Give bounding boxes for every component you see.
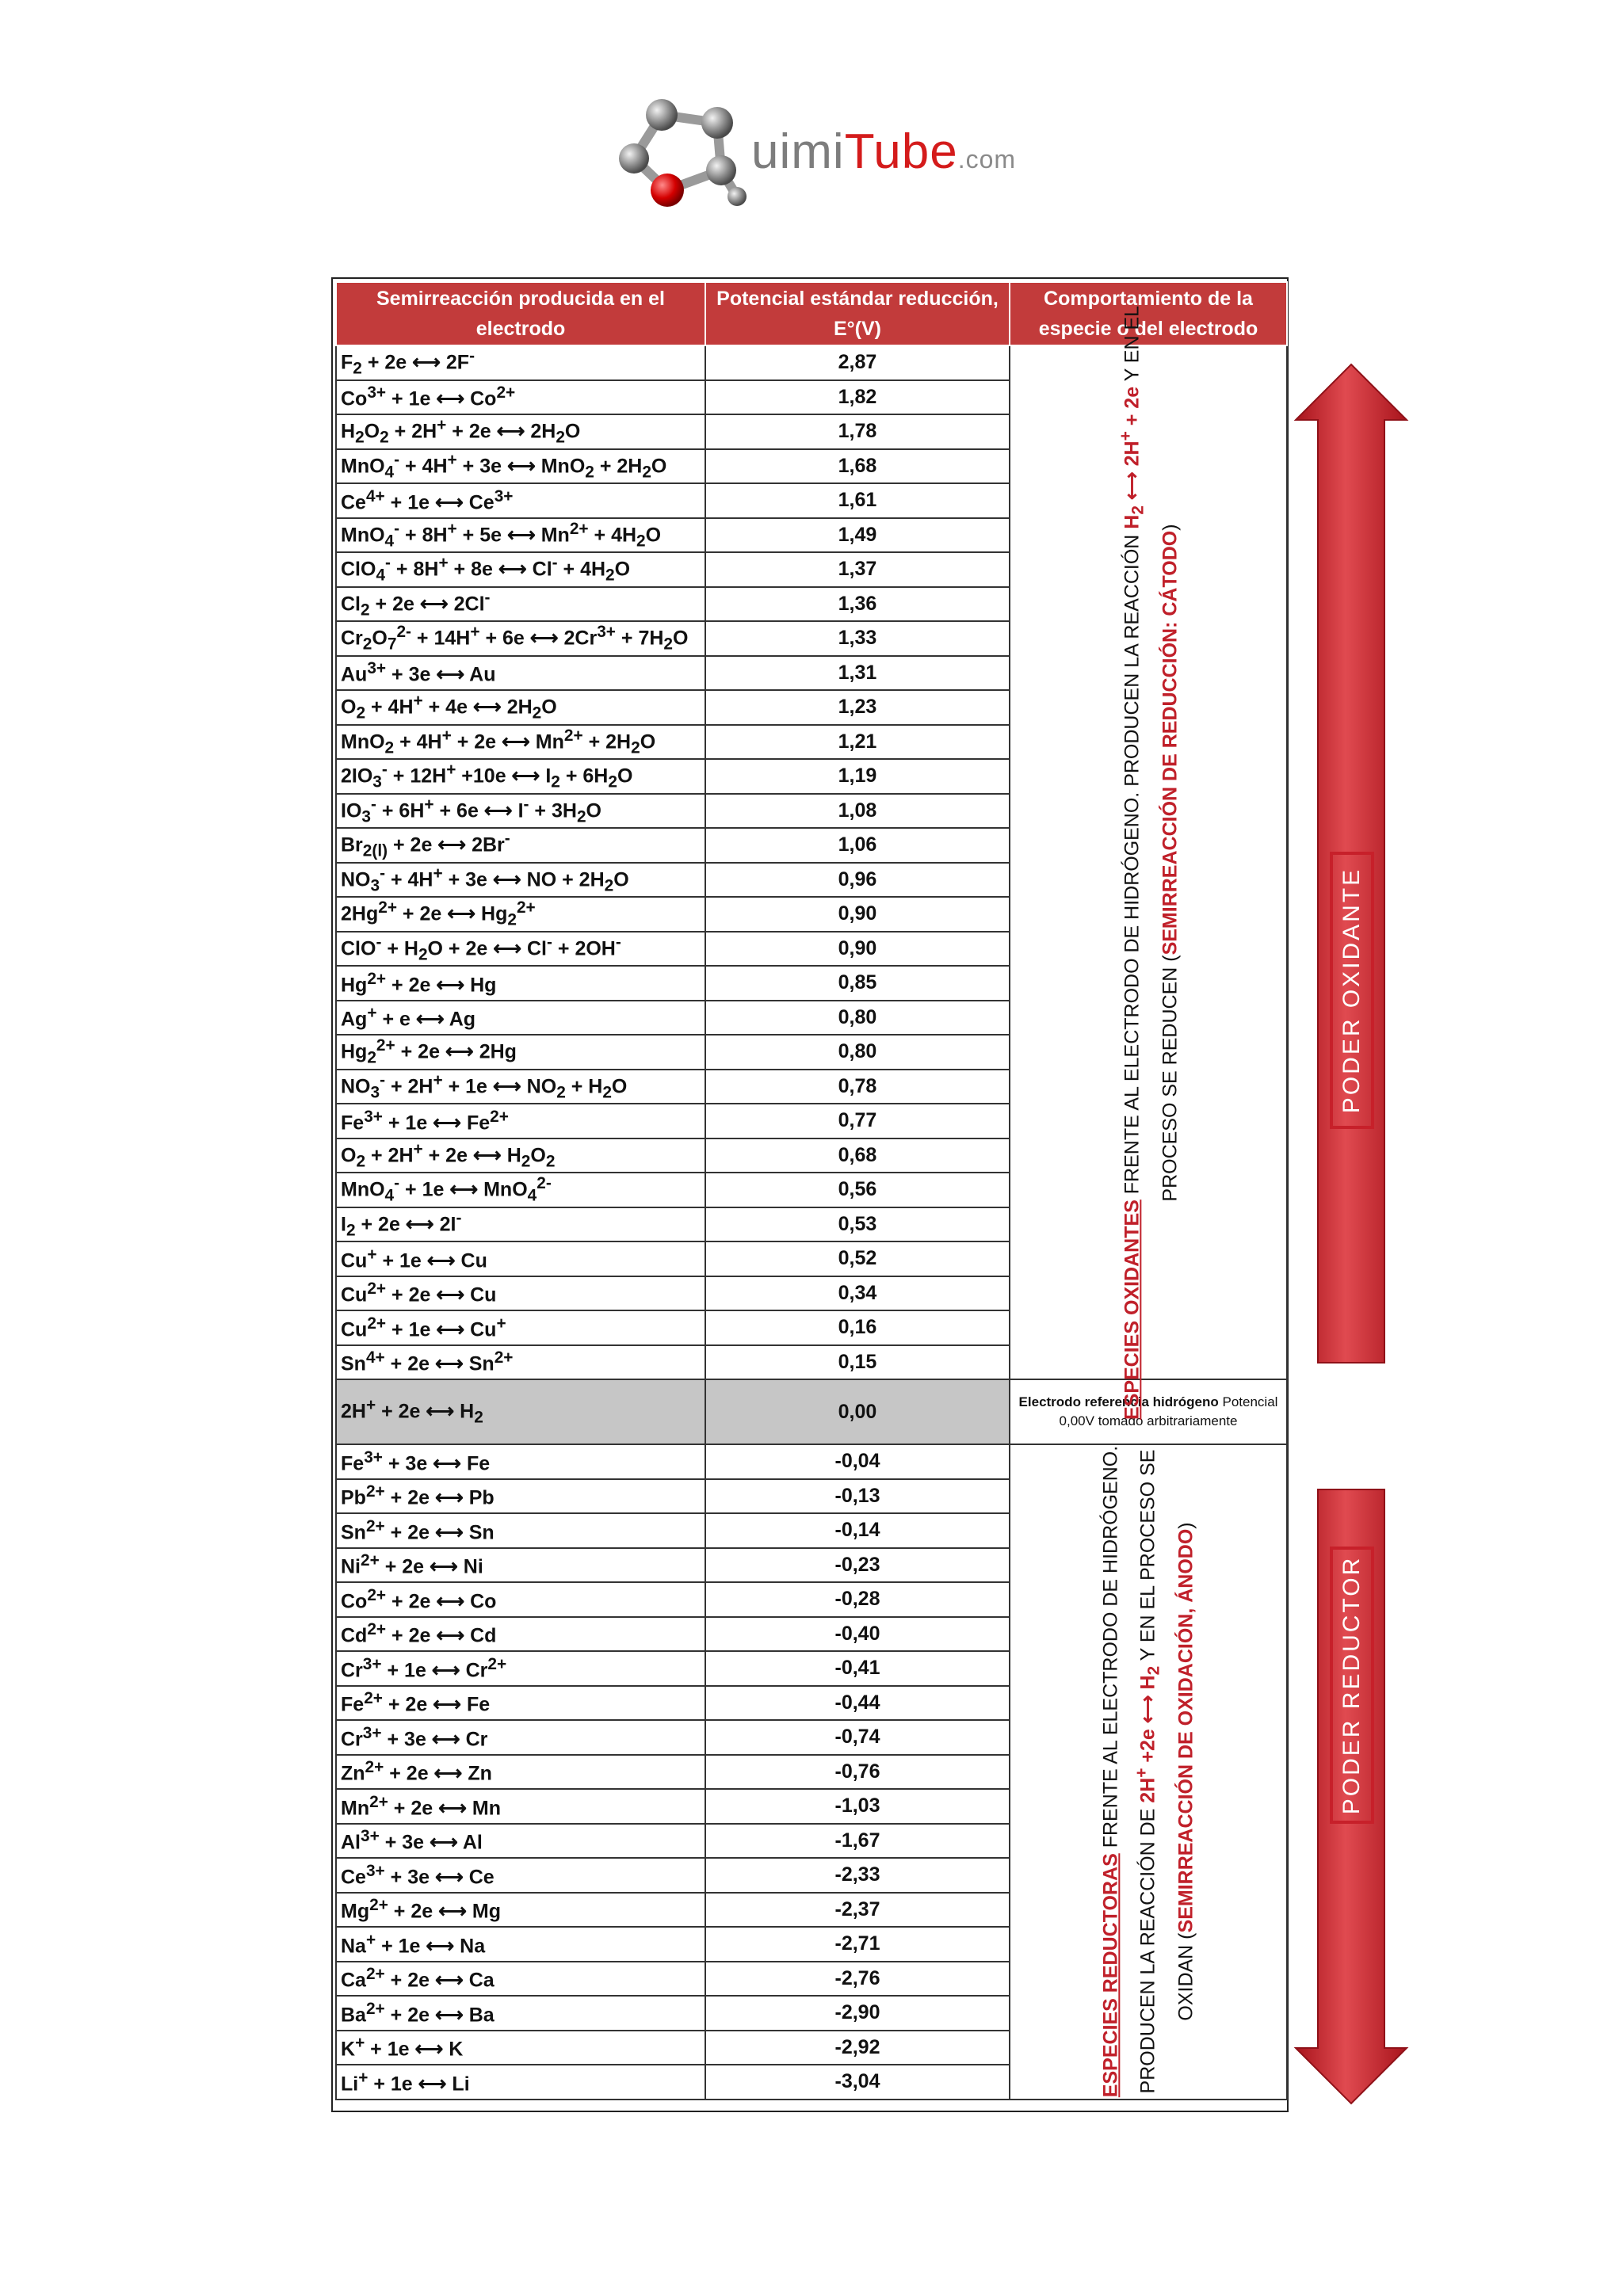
reduction-potentials-table: [331, 277, 1289, 2112]
half-reaction-cell: $Cu^{2+} + 2e$ ⟷ Cu: [336, 1276, 705, 1311]
half-reaction-cell: $F_2 + 2e$ ⟷ 2F-: [336, 345, 705, 380]
potential-value-cell: -0,76: [705, 1755, 1010, 1790]
half-reaction-cell: $NO_3^- + 4H^+ + 3e$ ⟷ NO + $2H_2O$: [336, 863, 705, 898]
potential-value-cell: -1,67: [705, 1824, 1010, 1859]
potential-value-cell: 1,19: [705, 759, 1010, 794]
half-reaction-cell: $O_2 + 2H^+ + 2e$ ⟷ $H_2O_2$: [336, 1138, 705, 1173]
poder-oxidante-label: PODER OXIDANTE: [1338, 867, 1365, 1114]
logo-brand: Tube: [844, 124, 958, 179]
half-reaction-cell: $Hg^{2+} + 2e$ ⟷ Hg: [336, 966, 705, 1001]
half-reaction-cell: $Al^{3+} + 3e$ ⟷ Al: [336, 1824, 705, 1859]
logo-prefix: uimi: [751, 124, 845, 179]
half-reaction-cell: $Co^{3+} + 1e$ ⟷ $Co^{2+}$: [336, 380, 705, 415]
potential-value-cell: 0,53: [705, 1207, 1010, 1242]
potential-value-cell: -0,41: [705, 1651, 1010, 1686]
poder-reductor-label: PODER REDUCTOR: [1338, 1555, 1365, 1815]
potential-value-cell: 0,80: [705, 1035, 1010, 1070]
half-reaction-cell: $Hg_2^{2+} + 2e$ ⟷ 2Hg: [336, 1035, 705, 1070]
table-row: [336, 1444, 1287, 1479]
half-reaction-cell: $Au^{3+} + 3e$ ⟷ Au: [336, 656, 705, 691]
half-reaction-cell: Cu+ + 1e ⟷ Cu: [336, 1241, 705, 1276]
reductant-note-line-2: PRODUCEN LA REACCIÓN DE 2H+ +2e ⟷ $H_2$ Y EN EL PROCESO SE: [1132, 1449, 1163, 2094]
reductant-note-line-1: ESPECIES REDUCTORAS FRENTE AL ELECTRODO DE HIDRÓGENO.: [1099, 1446, 1122, 2098]
half-reaction-cell: $Cr^{3+} + 3e$ ⟷ Cr: [336, 1720, 705, 1755]
potential-value-cell: 1,61: [705, 483, 1010, 518]
potential-value-cell: 1,23: [705, 690, 1010, 725]
potential-value-cell: -0,14: [705, 1513, 1010, 1548]
half-reaction-cell: $Ba^{2+} + 2e$ ⟷ Ba: [336, 1996, 705, 2031]
reductant-note-line-3: OXIDAN (SEMIRREACCIÓN DE OXIDACIÓN, ÁNODO): [1174, 1522, 1197, 2021]
half-reaction-cell: $2Hg^{2+} + 2e$ ⟷ $Hg_2^{2+}$: [336, 897, 705, 932]
half-reaction-cell: $Co^{2+} + 2e$ ⟷ Co: [336, 1582, 705, 1617]
potential-value-cell: 1,37: [705, 552, 1010, 587]
potential-value-cell: 1,78: [705, 414, 1010, 449]
half-reaction-cell: $Zn^{2+} + 2e$ ⟷ Zn: [336, 1755, 705, 1790]
half-reaction-cell: $Ce^{3+} + 3e$ ⟷ Ce: [336, 1858, 705, 1893]
potential-value-cell: 0,68: [705, 1138, 1010, 1173]
half-reaction-cell: $Ni^{2+} + 2e$ ⟷ Ni: [336, 1548, 705, 1583]
half-reaction-cell: Li+ + 1e ⟷ Li: [336, 2065, 705, 2100]
half-reaction-cell: K+ + 1e ⟷ K: [336, 2031, 705, 2065]
half-reaction-cell: $Mn^{2+} + 2e$ ⟷ Mn: [336, 1789, 705, 1824]
half-reaction-cell: $NO_3^- + 2H^+ + 1e$ ⟷ $NO_2 + H_2O$: [336, 1070, 705, 1104]
half-reaction-cell: $ClO^- + H_2O + 2e$ ⟷ Cl- + 2OH-: [336, 932, 705, 967]
half-reaction-cell: $Ca^{2+} + 2e$ ⟷ Ca: [336, 1962, 705, 1997]
potential-value-cell: 0,16: [705, 1310, 1010, 1345]
reductant-behaviour-text: [1094, 1446, 1201, 2097]
half-reaction-cell: $Sn^{2+} + 2e$ ⟷ Sn: [336, 1513, 705, 1548]
potential-value-cell: 0,78: [705, 1070, 1010, 1104]
molecule-icon: [610, 87, 761, 222]
potential-value-cell: 1,82: [705, 380, 1010, 415]
half-reaction-cell: $Br_{2(l)} + 2e$ ⟷ 2Br-: [336, 828, 705, 863]
half-reaction-cell: $Cr_2O_7^{2-} + 14H^+ + 6e$ ⟷ $2Cr^{3+} + 7H_2O$: [336, 621, 705, 656]
potential-value-cell: -0,40: [705, 1617, 1010, 1652]
potential-value-cell: -0,04: [705, 1444, 1010, 1479]
half-reaction-cell: $Fe^{3+} + 1e$ ⟷ $Fe^{2+}$: [336, 1104, 705, 1138]
potential-value-cell: 1,36: [705, 587, 1010, 622]
potential-value-cell: 1,33: [705, 621, 1010, 656]
half-reaction-cell: $Pb^{2+} + 2e$ ⟷ Pb: [336, 1479, 705, 1514]
potential-value-cell: 0,52: [705, 1241, 1010, 1276]
potential-value-cell: 0,15: [705, 1345, 1010, 1380]
potential-value-cell: 1,21: [705, 725, 1010, 760]
half-reaction-cell: $Cu^{2+} + 1e$ ⟷ Cu+: [336, 1310, 705, 1345]
potential-value-cell: 0,85: [705, 966, 1010, 1001]
table-row: [336, 345, 1287, 380]
potential-value-cell: 0,56: [705, 1173, 1010, 1207]
potential-value-cell: 1,68: [705, 449, 1010, 484]
reference-note-cell: Electrodo referencia hidrógeno Potencial 0,00V tomado arbitrariamente: [1010, 1379, 1287, 1444]
half-reaction-cell: $IO_3^- + 6H^+ + 6e$ ⟷ $I^- + 3H_2O$: [336, 794, 705, 829]
potential-value-cell: -0,28: [705, 1582, 1010, 1617]
half-reaction-cell: ClO$_4$- + 8H+ + 8e ⟷ $Cl^- + 4H_2O$: [336, 552, 705, 587]
half-reaction-cell: $2IO_3^- + 12H^+ +10e$ ⟷ $I_2 + 6H_2O$: [336, 759, 705, 794]
half-reaction-cell: Ag+ + e ⟷ Ag: [336, 1001, 705, 1035]
potential-value-cell: 0,77: [705, 1104, 1010, 1138]
half-reaction-cell: $Cr^{3+} + 1e$ ⟷ $Cr^{2+}$: [336, 1651, 705, 1686]
potential-value-cell: 1,31: [705, 656, 1010, 691]
potential-value-cell: 0,80: [705, 1001, 1010, 1035]
potential-value-cell: 0,90: [705, 897, 1010, 932]
potential-value-cell: 0,00: [705, 1379, 1010, 1444]
half-reaction-cell: $Ce^{4+} + 1e$ ⟷ $Ce^{3+}$: [336, 483, 705, 518]
reductant-behaviour-cell: [1010, 1444, 1287, 2100]
half-reaction-cell: MnO$_4$- + 8H+ + 5e ⟷ $Mn^{2+} + 4H_2O$: [336, 518, 705, 553]
half-reaction-cell: $Sn^{4+} + 2e$ ⟷ $Sn^{2+}$: [336, 1345, 705, 1380]
potential-value-cell: 0,96: [705, 863, 1010, 898]
potential-value-cell: -0,44: [705, 1686, 1010, 1721]
half-reaction-cell: MnO$_4$- + 1e ⟷ MnO$_4^{2-}$: [336, 1173, 705, 1207]
half-reaction-cell: $Cd^{2+} + 2e$ ⟷ Cd: [336, 1617, 705, 1652]
potential-value-cell: -1,03: [705, 1789, 1010, 1824]
oxidant-note-line-2: PROCESO SE REDUCEN (SEMIRREACCIÓN DE REDUCCIÓN: CÁTODO): [1159, 523, 1182, 1202]
half-reaction-cell: $Fe^{3+} + 3e$ ⟷ Fe: [336, 1444, 705, 1479]
oxidant-note-line-1: ESPECIES OXIDANTES FRENTE AL ELECTRODO DE HIDRÓGENO. PRODUCEN LA REACCIÓN $H_2$ ⟷ 2H+ + 2e Y EN EL: [1117, 305, 1148, 1420]
half-reaction-cell: $Fe^{2+} + 2e$ ⟷ Fe: [336, 1686, 705, 1721]
half-reaction-cell: $H_2O_2 + 2H^+ + 2e$ ⟷ $2H_2O$: [336, 414, 705, 449]
potential-value-cell: 0,34: [705, 1276, 1010, 1311]
potential-value-cell: -2,37: [705, 1893, 1010, 1928]
potential-value-cell: -2,76: [705, 1962, 1010, 1997]
half-reaction-cell: MnO$_2$ + 4H+ + 2e ⟷ $Mn^{2+} + 2H_2O$: [336, 725, 705, 760]
potential-value-cell: -2,33: [705, 1858, 1010, 1893]
half-reaction-cell: $O_2 + 4H^+ + 4e$ ⟷ $2H_2O$: [336, 690, 705, 725]
potential-value-cell: -2,92: [705, 2031, 1010, 2065]
potential-value-cell: -2,71: [705, 1927, 1010, 1962]
potential-value-cell: 1,06: [705, 828, 1010, 863]
half-reaction-cell: $Cl_2 + 2e$ ⟷ 2Cl-: [336, 587, 705, 622]
logo-text: [751, 124, 1016, 180]
poder-reductor-label-box: [1330, 1547, 1374, 1824]
header-behaviour: Comportamiento de la especie o del electrodo: [1010, 282, 1287, 345]
header-standard-potential: Potencial estándar reducción, E°(V): [705, 282, 1010, 345]
potential-value-cell: -0,13: [705, 1479, 1010, 1514]
oxidant-behaviour-text: [1110, 305, 1186, 1419]
potential-value-cell: -2,90: [705, 1996, 1010, 2031]
logo-suffix: .com: [957, 145, 1017, 174]
half-reaction-cell: 2H+ + 2e ⟷ $H_2$: [336, 1379, 705, 1444]
potential-value-cell: -3,04: [705, 2065, 1010, 2100]
poder-oxidante-label-box: [1330, 852, 1374, 1129]
half-reaction-cell: $Mg^{2+} + 2e$ ⟷ Mg: [336, 1893, 705, 1928]
potential-value-cell: 0,90: [705, 932, 1010, 967]
header-half-reaction: Semirreacción producida en el electrodo: [336, 282, 705, 345]
potential-value-cell: 1,49: [705, 518, 1010, 553]
potential-value-cell: 1,08: [705, 794, 1010, 829]
half-reaction-cell: Na+ + 1e ⟷ Na: [336, 1927, 705, 1962]
potential-value-cell: 2,87: [705, 345, 1010, 380]
half-reaction-cell: $I_2 + 2e$ ⟷ 2I-: [336, 1207, 705, 1242]
potential-value-cell: -0,74: [705, 1720, 1010, 1755]
quimitube-logo: [610, 87, 1022, 222]
potential-value-cell: -0,23: [705, 1548, 1010, 1583]
half-reaction-cell: MnO$_4$- + 4H+ + 3e ⟷ $MnO_2 + 2H_2O$: [336, 449, 705, 484]
